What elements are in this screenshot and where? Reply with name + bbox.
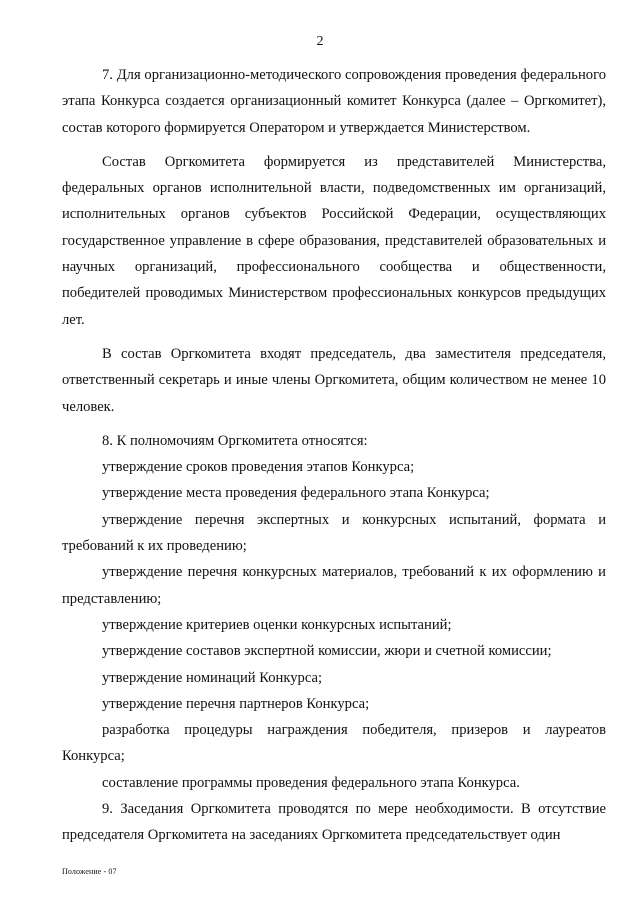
paragraph-9: 9. Заседания Оргкомитета проводятся по мере необходимости. В отсутствие председателя Оргкомитета на заседаниях Оргкомитета председательствует один (62, 801, 606, 844)
list-item: утверждение перечня партнеров Конкурса; (102, 695, 370, 712)
list-item: утверждение критериев оценки конкурсных испытаний; (102, 616, 452, 633)
list-item: утверждение составов экспертной комиссии, жюри и счетной комиссии; (102, 643, 552, 660)
page-number: 2 (316, 34, 324, 49)
list-item: утверждение сроков проведения этапов Конкурса; (102, 459, 415, 476)
paragraph-8: 8. К полномочиям Оргкомитета относятся: (102, 432, 368, 449)
paragraph-orgcommittee-members: В состав Оргкомитета входят председатель, два заместителя председателя, ответственный секретарь и иные члены Оргкомитета, общим количеством не менее 10 человек. (62, 345, 606, 415)
list-item: утверждение места проведения федерального этапа Конкурса; (102, 485, 490, 502)
list-item: утверждение перечня конкурсных материалов, требований к их оформлению и представлению; (62, 564, 606, 607)
list-item: разработка процедуры награждения победителя, призеров и лауреатов Конкурса; (62, 722, 606, 765)
document-body (62, 62, 606, 849)
paragraph-7: 7. Для организационно-методического сопровождения проведения федерального этапа Конкурса создается организационный комитет Конкурса (далее – Оргкомитет), состав которого формируется Оператором и утверждается Министерством. (62, 67, 606, 136)
list-item: утверждение перечня экспертных и конкурсных испытаний, формата и требований к их проведению; (62, 511, 606, 555)
paragraph-orgcommittee-composition: Состав Оргкомитета формируется из представителей Министерства, федеральных органов исполнительной власти, подведомственных им организаций, исполнительных органов субъектов Российской Федерации, осуществляющих государственное управление в сфере образования, представителей образовательных и научных организаций, профессионального сообщества и общественности, победителей проводимых Министерством профессиональных конкурсов предыдущих лет. (62, 153, 606, 328)
footer-code: Положение - 07 (62, 867, 117, 876)
list-item: составление программы проведения федерального этапа Конкурса. (102, 774, 520, 791)
list-item: утверждение номинаций Конкурса; (102, 669, 323, 686)
